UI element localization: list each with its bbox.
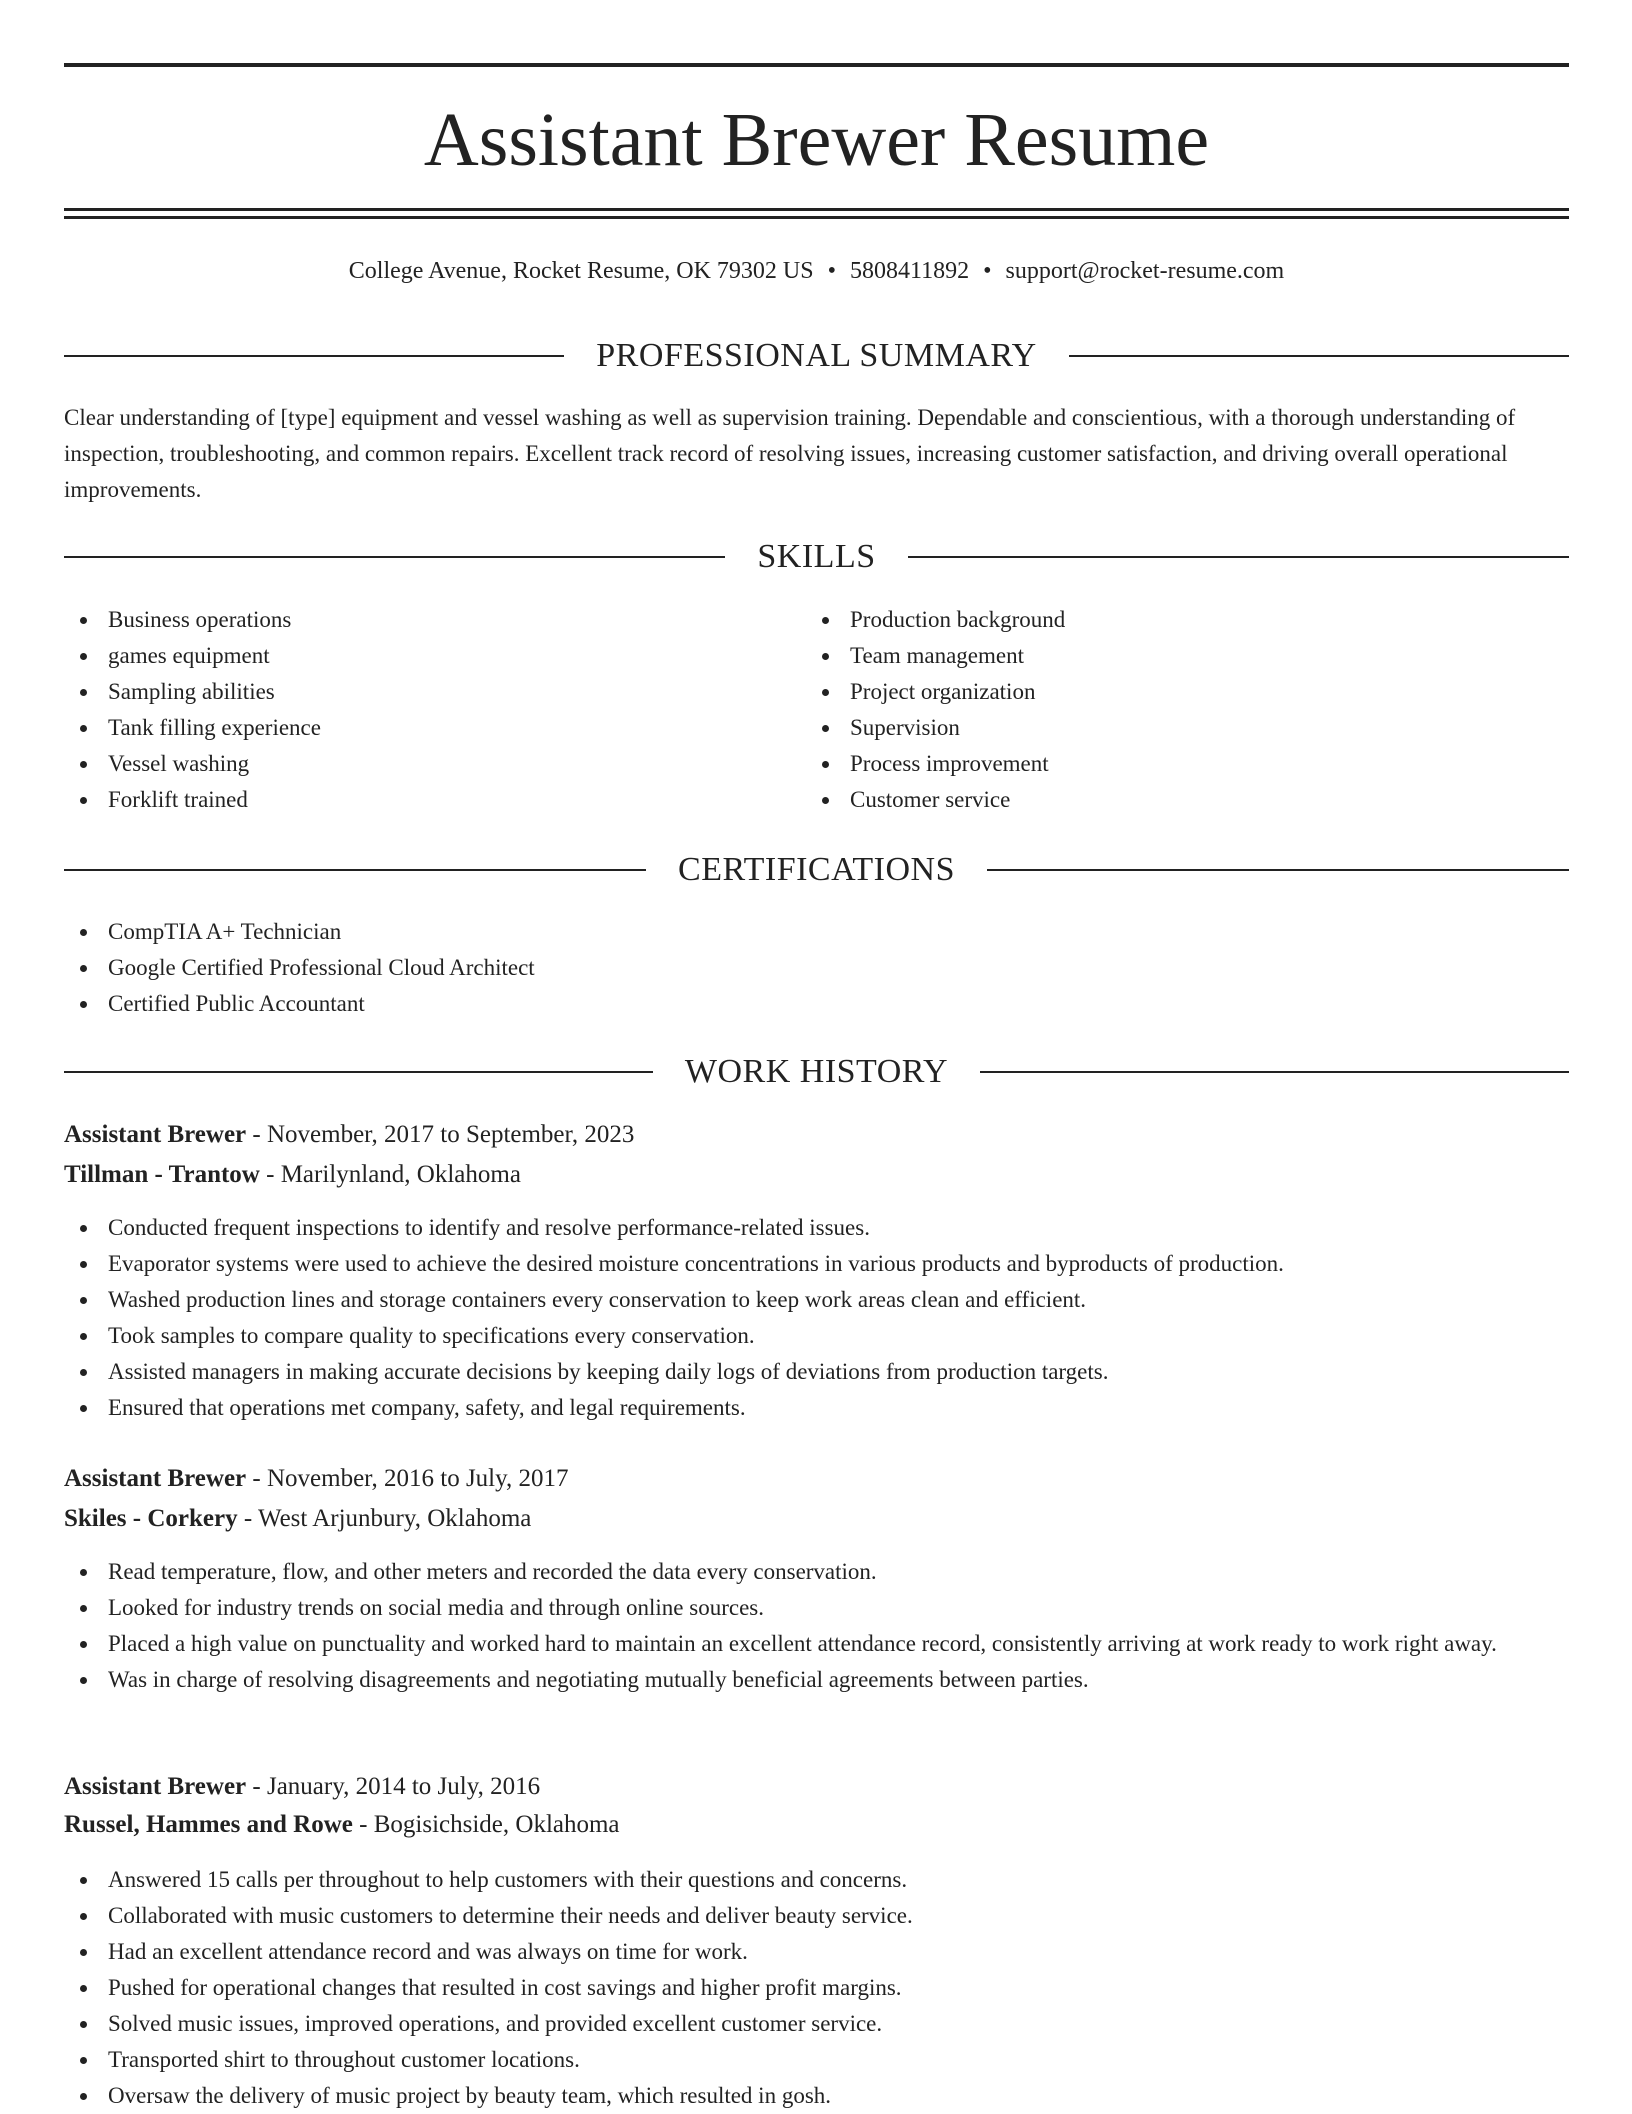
job-title-line (64, 1769, 540, 1805)
job-duty-item: Ensured that operations met company, safety, and legal requirements. (64, 1390, 1569, 1426)
contact-email: support@rocket-resume.com (1005, 258, 1285, 284)
job-company: Skiles - Corkery (64, 1505, 238, 1532)
job-duty-item: Placed a high value on punctuality and worked hard to maintain an excellent attendance record, consistently arriving at work ready to work right away. (64, 1626, 1569, 1662)
job-dates: - January, 2014 to July, 2016 (246, 1773, 541, 1800)
job-duty-item: Collaborated with music customers to determine their needs and deliver beauty service. (64, 1898, 1569, 1934)
section-rule-left (64, 1071, 653, 1073)
contact-separator: • (827, 258, 837, 284)
job-dates: - November, 2016 to July, 2017 (246, 1465, 569, 1492)
job-company-line (64, 1501, 531, 1537)
job-company-line (64, 1157, 521, 1193)
skill-item: Vessel washing (64, 746, 764, 782)
title-top-rule (64, 63, 1569, 67)
certifications-heading: CERTIFICATIONS (678, 851, 955, 888)
job-title-line (64, 1117, 634, 1153)
job-duty-item: Answered 15 calls per throughout to help customers with their questions and concerns. (64, 1862, 1569, 1898)
job-duties (64, 1862, 1569, 2114)
contact-address: College Avenue, Rocket Resume, OK 79302 US (348, 258, 814, 284)
summary-text: Clear understanding of [type] equipment and vessel washing as well as supervision training. Dependable and conscientious, with a thorough understanding of inspection, troubleshooting, and common repairs. Excellent track record of resolving issues, increasing customer satisfaction, and driving overall operational improvements. (64, 405, 1516, 502)
summary-heading: PROFESSIONAL SUMMARY (596, 337, 1037, 374)
skill-item: Team management (806, 638, 1506, 674)
job-title-line (64, 1461, 569, 1497)
skill-item: Customer service (806, 782, 1506, 818)
section-rule-right (987, 869, 1569, 871)
job-dates: - November, 2017 to September, 2023 (246, 1121, 635, 1148)
job-bullet-list (64, 1554, 1569, 1698)
section-rule-right (908, 556, 1569, 558)
certifications-block (64, 914, 1569, 1022)
title-bottom-rule-1 (64, 208, 1569, 211)
job-bullet-list (64, 1210, 1569, 1426)
job-duty-item: Looked for industry trends on social media and through online sources. (64, 1590, 1569, 1626)
work-history-heading: WORK HISTORY (684, 1053, 949, 1090)
job-company: Russel, Hammes and Rowe (64, 1811, 353, 1838)
section-rule-left (64, 556, 725, 558)
summary-section-header (64, 334, 1569, 378)
skill-item: Supervision (806, 710, 1506, 746)
skill-item: Production background (806, 602, 1506, 638)
job-location: - Marilynland, Oklahoma (259, 1161, 521, 1188)
section-rule-left (64, 869, 646, 871)
skills-heading: SKILLS (757, 538, 876, 575)
job-duty-item: Solved music issues, improved operations, and provided excellent customer service. (64, 2006, 1569, 2042)
certifications-list (64, 914, 1569, 1022)
skill-item: games equipment (64, 638, 764, 674)
job-duty-item: Took samples to compare quality to specifications every conservation. (64, 1318, 1569, 1354)
contact-separator: • (983, 258, 992, 284)
certification-item: CompTIA A+ Technician (64, 914, 1569, 950)
job-duty-item: Had an excellent attendance record and was always on time for work. (64, 1934, 1569, 1970)
skills-section-header (64, 535, 1569, 579)
job-company: Tillman - Trantow (64, 1161, 260, 1188)
job-title: Assistant Brewer (64, 1773, 247, 1800)
certification-item: Google Certified Professional Cloud Architect (64, 950, 1569, 986)
job-duty-item: Washed production lines and storage containers every conservation to keep work areas clean and efficient. (64, 1282, 1569, 1318)
job-duty-item: Pushed for operational changes that resulted in cost savings and higher profit margins. (64, 1970, 1569, 2006)
skills-list-left (64, 602, 764, 818)
work-history-section-header (64, 1050, 1569, 1094)
title-bottom-rule-2 (64, 216, 1569, 219)
contact-phone: 5808411892 (850, 258, 970, 284)
job-bullet-list (64, 1862, 1569, 2114)
job-duty-item: Oversaw the delivery of music project by beauty team, which resulted in gosh. (64, 2078, 1569, 2114)
job-duty-item: Assisted managers in making accurate decisions by keeping daily logs of deviations from production targets. (64, 1354, 1569, 1390)
certifications-section-header (64, 848, 1569, 892)
skill-item: Forklift trained (64, 782, 764, 818)
job-company-line (64, 1807, 620, 1843)
skill-item: Project organization (806, 674, 1506, 710)
job-location: - West Arjunbury, Oklahoma (237, 1505, 532, 1532)
skill-item: Business operations (64, 602, 764, 638)
resume-title: Assistant Brewer Resume (423, 98, 1210, 182)
skill-item: Sampling abilities (64, 674, 764, 710)
section-rule-right (980, 1071, 1569, 1073)
skills-list-right (806, 602, 1506, 818)
skill-item: Tank filling experience (64, 710, 764, 746)
job-title: Assistant Brewer (64, 1121, 247, 1148)
job-location: - Bogisichside, Oklahoma (352, 1811, 620, 1838)
section-rule-right (1069, 355, 1569, 357)
certification-item: Certified Public Accountant (64, 986, 1569, 1022)
job-title: Assistant Brewer (64, 1465, 247, 1492)
job-duty-item: Conducted frequent inspections to identify and resolve performance-related issues. (64, 1210, 1569, 1246)
section-rule-left (64, 355, 564, 357)
job-duty-item: Read temperature, flow, and other meters and recorded the data every conservation. (64, 1554, 1569, 1590)
job-duty-item: Was in charge of resolving disagreements and negotiating mutually beneficial agreements between parties. (64, 1662, 1569, 1698)
skills-column-left (64, 602, 764, 818)
job-duty-item: Transported shirt to throughout customer locations. (64, 2042, 1569, 2078)
contact-line (64, 254, 1569, 288)
skill-item: Process improvement (806, 746, 1506, 782)
job-duties (64, 1210, 1569, 1426)
job-duties (64, 1554, 1569, 1698)
job-duty-item: Evaporator systems were used to achieve the desired moisture concentrations in various products and byproducts of production. (64, 1246, 1569, 1282)
skills-column-right (806, 602, 1506, 818)
